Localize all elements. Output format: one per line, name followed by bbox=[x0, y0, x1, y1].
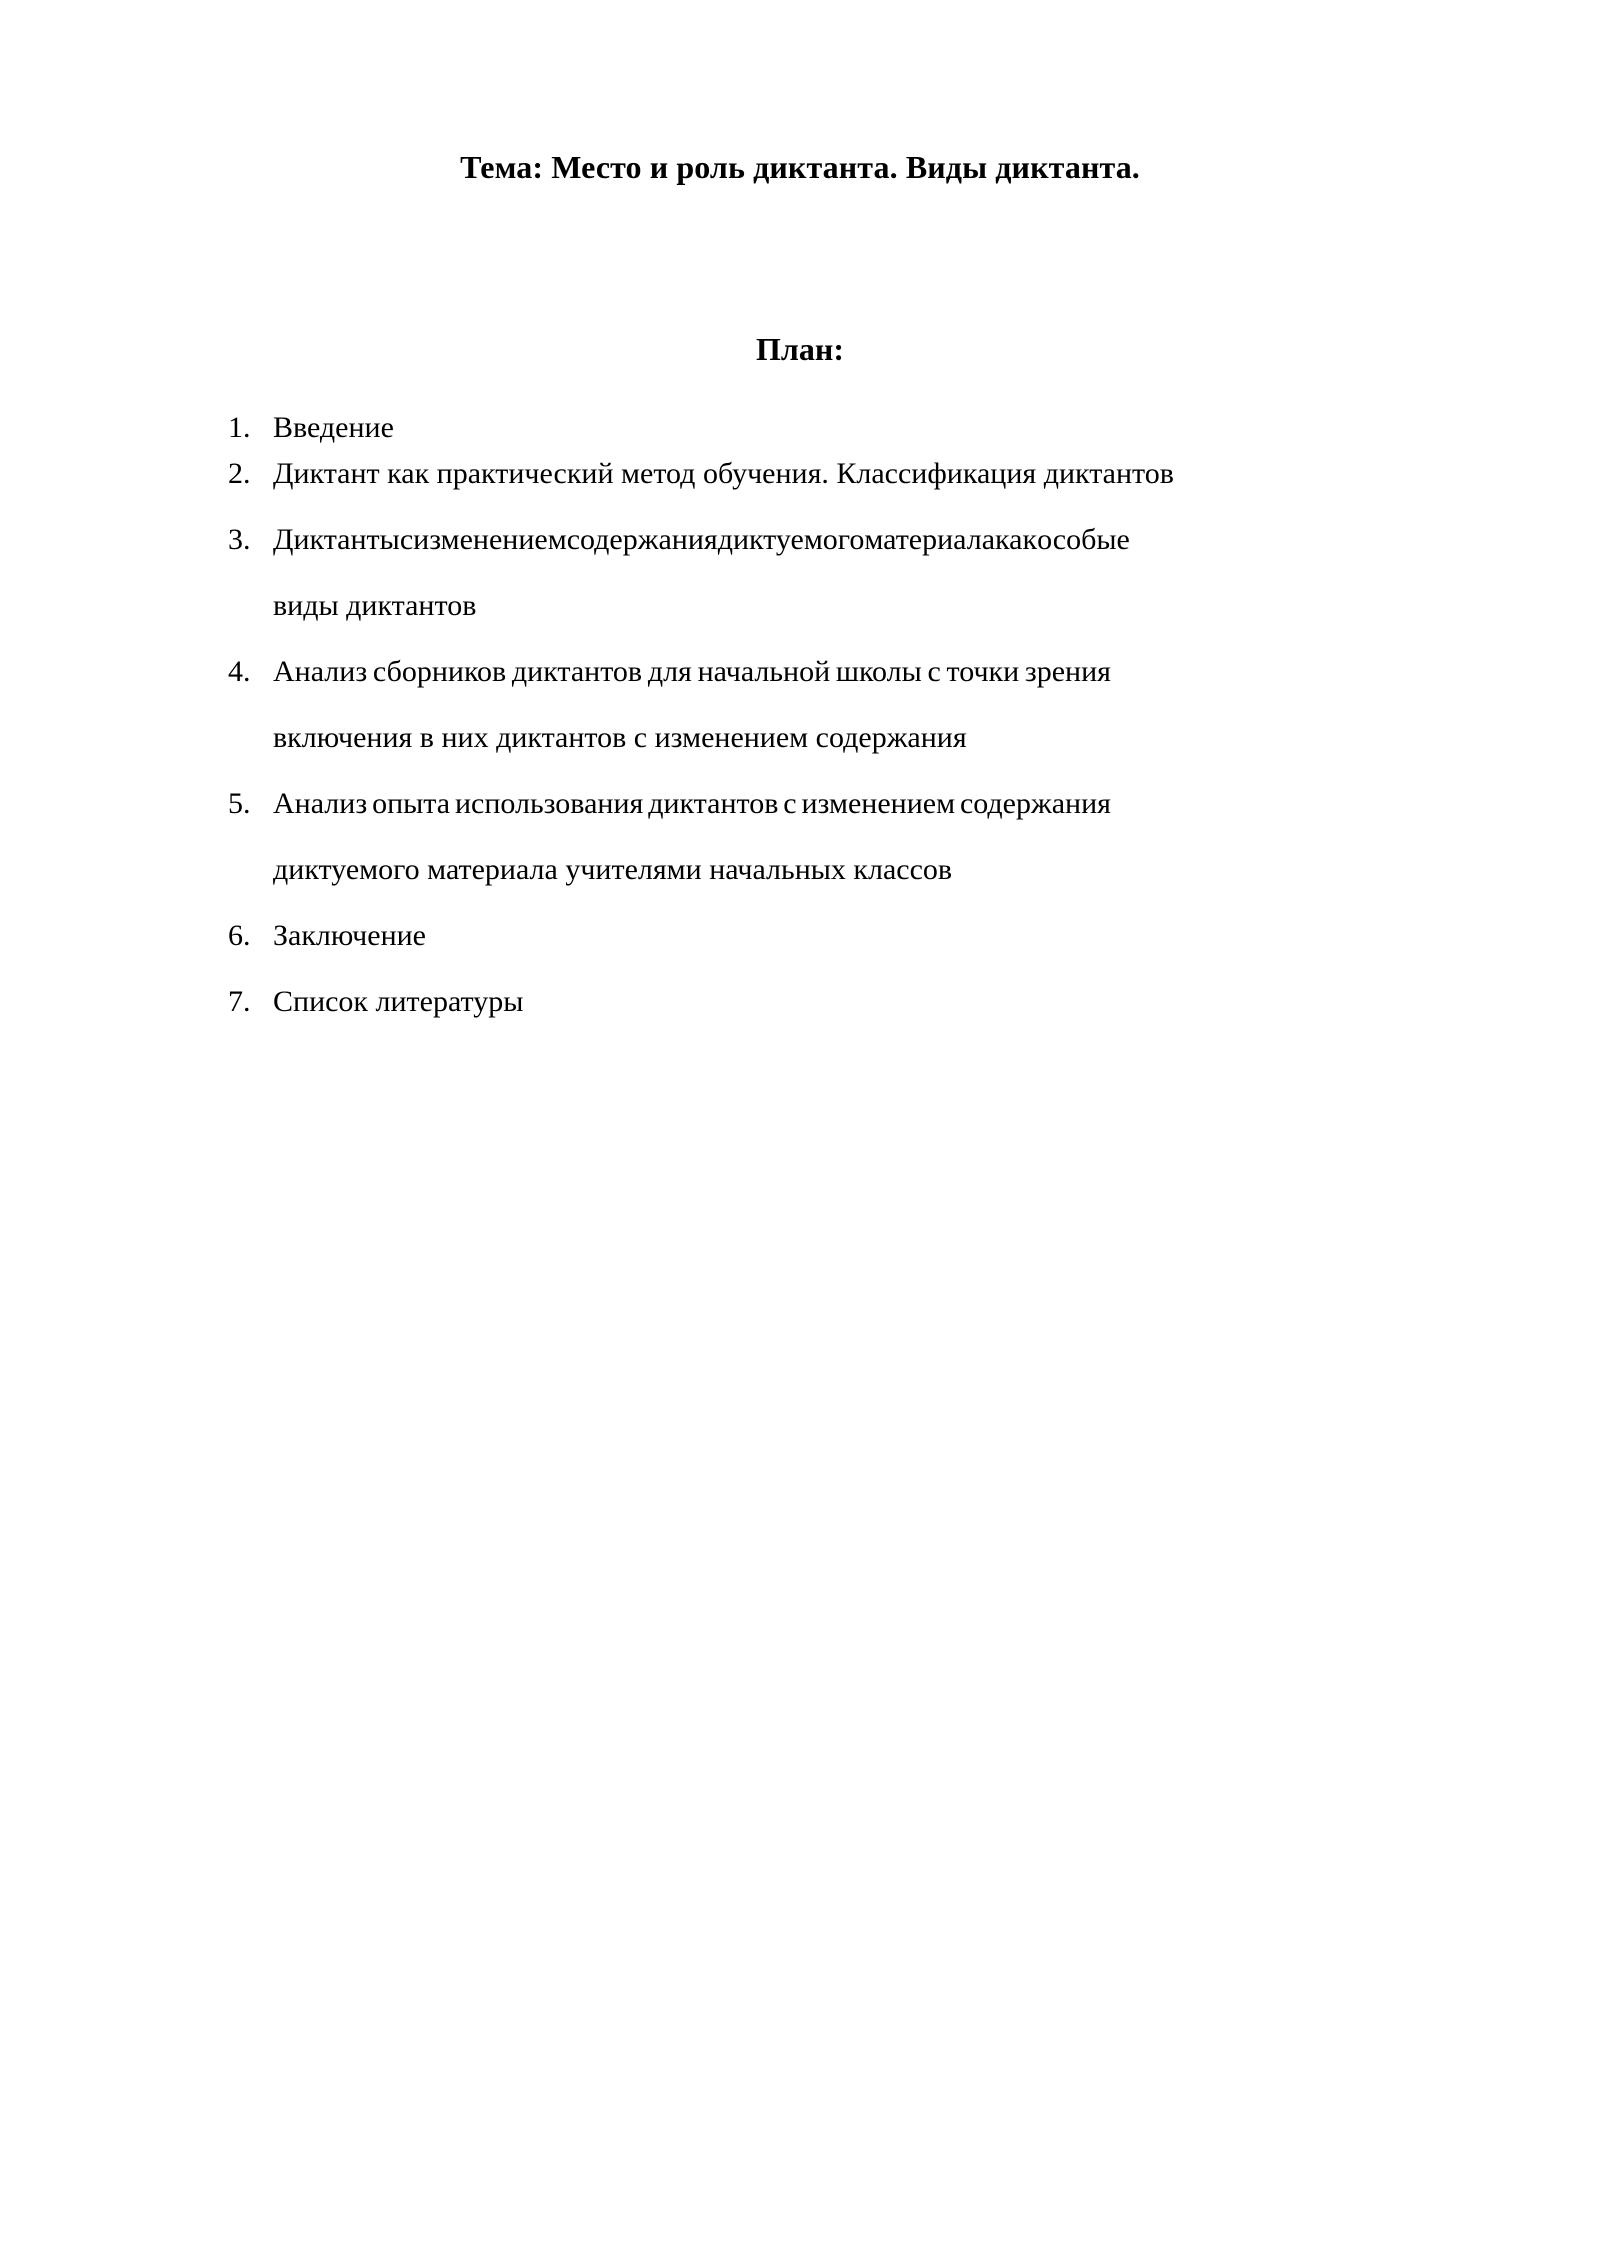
word: диктантов bbox=[511, 654, 643, 688]
list-item-text: Заключение bbox=[273, 918, 426, 952]
word: школы bbox=[835, 654, 922, 688]
list-item-text: Диктант как практический метод обучения. Классификация диктантов bbox=[273, 456, 1174, 490]
word: с bbox=[783, 786, 797, 820]
list-item bbox=[0, 451, 1600, 497]
list-item-text: Введение bbox=[273, 410, 394, 444]
word: диктуемого bbox=[717, 522, 865, 556]
word: Диктанты bbox=[273, 522, 400, 556]
list-item bbox=[0, 913, 1600, 959]
word: для bbox=[647, 654, 692, 688]
word: содержания bbox=[566, 522, 718, 556]
word: особые bbox=[1037, 522, 1130, 556]
list-item-text-line: виды диктантов bbox=[273, 588, 477, 622]
spacer bbox=[0, 959, 1600, 979]
plan-list bbox=[0, 405, 1600, 1025]
word: Анализ bbox=[273, 654, 368, 688]
word: изменением bbox=[801, 786, 956, 820]
list-item-text-line: включения в них диктантов с изменением содержания bbox=[273, 720, 967, 754]
list-item-text: Список литературы bbox=[273, 984, 524, 1018]
spacer bbox=[0, 761, 1600, 781]
list-item-number: 3. bbox=[228, 522, 251, 556]
list-item bbox=[0, 979, 1600, 1025]
word: с bbox=[927, 654, 941, 688]
word: сборников bbox=[372, 654, 507, 688]
list-item-number: 1. bbox=[228, 410, 251, 444]
word: как bbox=[995, 522, 1038, 556]
word: изменением bbox=[413, 522, 567, 556]
list-item-number: 5. bbox=[228, 786, 251, 820]
list-item bbox=[0, 405, 1600, 451]
spacer bbox=[0, 629, 1600, 649]
list-item-number: 6. bbox=[228, 918, 251, 952]
word: с bbox=[399, 522, 414, 556]
list-item-text-line bbox=[273, 517, 1130, 563]
page-title: Тема: Место и роль диктанта. Виды диктанта. bbox=[460, 149, 1140, 185]
word: точки bbox=[946, 654, 1020, 688]
plan-heading: План: bbox=[756, 331, 844, 368]
word: содержания bbox=[959, 786, 1111, 820]
spacer bbox=[0, 893, 1600, 913]
list-item bbox=[0, 781, 1600, 893]
list-item-number: 2. bbox=[228, 456, 251, 490]
word: диктантов bbox=[648, 786, 779, 820]
spacer bbox=[0, 497, 1600, 517]
list-item bbox=[0, 517, 1600, 629]
list-item-number: 4. bbox=[228, 654, 251, 688]
list-item-text-line bbox=[273, 781, 1111, 827]
list-item bbox=[0, 649, 1600, 761]
list-item-text-line: диктуемого материала учителями начальных классов bbox=[273, 852, 953, 886]
word: Анализ bbox=[273, 786, 368, 820]
word: материала bbox=[864, 522, 996, 556]
list-item-text-line bbox=[273, 649, 1111, 695]
word: начальной bbox=[697, 654, 831, 688]
list-item-number: 7. bbox=[228, 984, 251, 1018]
word: зрения bbox=[1024, 654, 1111, 688]
word: опыта bbox=[372, 786, 451, 820]
word: использования bbox=[454, 786, 644, 820]
